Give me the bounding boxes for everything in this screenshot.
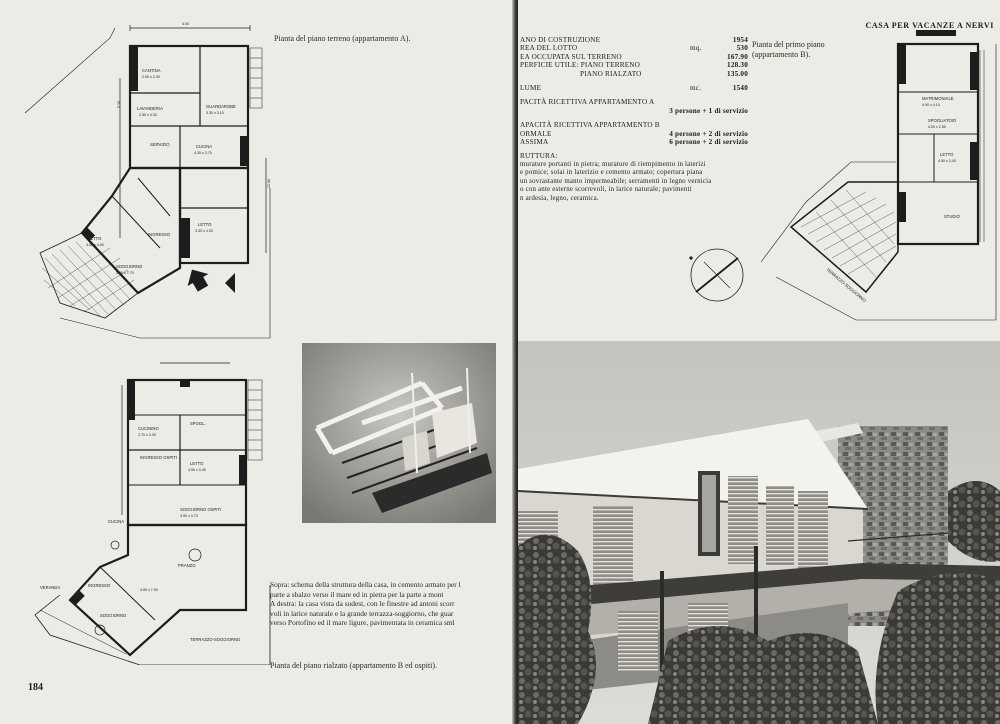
ground-room-dims: 3.30 x 3.10: [206, 111, 224, 115]
first-room-label: TERRAZZO-SOGGIORNO: [825, 266, 868, 304]
spec-value: 128.30: [727, 61, 748, 70]
first-floor-caption-line: (appartamento B).: [752, 50, 811, 59]
raised-room-label: SOGGIORNO: [100, 613, 127, 618]
capacity-label: PACITÀ RICETTIVA APPARTAMENTO A: [520, 98, 655, 107]
spec-label: EA OCCUPATA SUL TERRENO: [520, 52, 622, 61]
specifications-block: [520, 36, 748, 203]
compass-icon: [686, 244, 748, 306]
raised-floor-plan: [30, 355, 280, 665]
raised-room-label: LETTO: [190, 461, 204, 466]
spec-unit: mq.: [690, 44, 702, 53]
first-room-dims: 4.90 x 4.10: [922, 103, 940, 107]
raised-floor-caption: Pianta del piano rialzato (appartamento B ed ospiti).: [270, 661, 438, 670]
spec-row: [520, 53, 748, 61]
structure-line: un sovrastante manto impermeabile; serramenti in legno vernicia: [520, 177, 712, 185]
spec-label: ANO DI COSTRUZIONE: [520, 36, 601, 44]
capacity-label: APACITÀ RICETTIVA APPARTAMENTO B: [520, 121, 660, 130]
section-title: CASA PER VACANZE A NERVI: [865, 21, 994, 30]
ground-room-label: LETTO: [88, 236, 102, 241]
raised-room-label: VERANDA: [40, 585, 61, 590]
ground-floor-plan: [20, 18, 280, 343]
spec-unit: mc.: [690, 84, 702, 93]
first-room-dims: 4.00 x 2.50: [928, 125, 946, 129]
first-room-label: MATRIMONIALE: [922, 96, 954, 101]
raised-room-label: CUCININO: [138, 426, 159, 431]
model-caption-line: voli in larice naturale e la grande terrazza-soggiorno, che guar: [270, 608, 454, 618]
spec-label: REA DEL LOTTO: [520, 44, 578, 53]
ground-room-dims: 2.90 x 2.30: [142, 75, 160, 79]
model-caption-line: Sopra: schema della struttura della casa, in cemento armato per l: [270, 580, 461, 589]
ground-room-dims: 5.60 x 7.70: [116, 271, 134, 275]
model-caption-line: parte a sbalzo verso il mare ed in pietra per la parte a mont: [270, 589, 444, 599]
ground-room-dims: 3.30 x 4.30: [195, 229, 213, 233]
spec-unit: [690, 36, 716, 44]
capacity-row: [520, 130, 748, 138]
spec-row: [520, 44, 748, 52]
spec-label: PIANO RIALZATO: [580, 69, 642, 78]
spec-unit: [690, 61, 716, 69]
raised-room-label: CUCINA: [108, 519, 125, 524]
raised-room-dims: 4.90 x 3.40: [188, 468, 206, 472]
spec-value: 1540: [732, 84, 748, 93]
structure-line: e pomice; solai in laterizio e cemento armato; copertura piana: [520, 169, 703, 177]
structure-line: n ardesia, legno, ceramica.: [520, 194, 599, 202]
first-room-label: SPOGLIATOIO: [928, 118, 957, 123]
raised-room-label: SOGGIORNO OSPITI: [180, 507, 222, 512]
spec-value: 1954: [732, 36, 748, 44]
ground-room-label: SERVIZIO: [150, 142, 170, 147]
first-floor-plan: [756, 22, 1000, 322]
model-caption: [270, 580, 510, 628]
first-floor-caption-line: Pianta del primo piano: [752, 40, 825, 49]
structure-model-photo: [302, 343, 496, 523]
ground-dim-label: 5.30: [117, 101, 121, 108]
capacity-label: ASSIMA: [520, 138, 549, 147]
first-room-dims: 4.50 x 3.40: [938, 159, 956, 163]
capacity-value: 4 persone + 2 di servizio: [669, 129, 748, 138]
ground-room-label: CUCINA: [196, 144, 213, 149]
raised-room-label: PRANZO: [178, 563, 196, 568]
spec-unit: [690, 70, 716, 78]
raised-room-label: INGRESSO: [88, 583, 111, 588]
capacity-row: [520, 121, 748, 129]
capacity-value: 6 persone + 2 di servizio: [669, 138, 748, 147]
ground-room-label: INGRESSO: [148, 232, 171, 237]
raised-room-dims: 2.70 x 3.30: [138, 433, 156, 437]
right-page: [518, 0, 1000, 724]
spec-unit: [690, 53, 716, 61]
entrance-arrow-icon: [182, 264, 214, 295]
spec-value: 167.90: [727, 52, 748, 61]
raised-room-label: INGRESSO OSPITI: [140, 455, 177, 460]
raised-room-label: TERRAZZO-SOGGIORNO: [190, 637, 241, 642]
capacity-value: 3 persone + 1 di servizio: [669, 106, 748, 115]
ground-floor-caption: Pianta del piano terreno (appartamento A).: [274, 34, 411, 43]
spec-row: [520, 70, 748, 78]
ground-dim-label: 4.00: [182, 22, 189, 26]
model-caption-line: verso Portofino ed il mare ligure, pavimentata in ceramica sml: [270, 618, 455, 627]
ground-room-dims: 4.30 x 3.70: [194, 151, 212, 155]
page-number: 184: [28, 682, 43, 693]
raised-room-dims: 4.50 x 7.90: [140, 588, 158, 592]
first-room-label: LETTO: [940, 152, 954, 157]
ground-room-label: SOGGIORNO: [116, 264, 143, 269]
house-photo: [518, 341, 1000, 724]
structure-line: o con ante esterne scorrevoli, in larice naturale; pavimenti: [520, 186, 692, 194]
capacity-label: ORMALE: [520, 129, 552, 138]
first-room-label: STUDIO: [944, 214, 960, 219]
ground-room-label: CANTINA: [142, 68, 161, 73]
spec-value: 135.00: [727, 69, 748, 78]
spec-value: 530: [736, 44, 748, 53]
spec-label: PERFICIE UTILE: PIANO TERRENO: [520, 61, 641, 70]
ground-room-dims: 2.50 x 4.30: [139, 113, 157, 117]
ground-room-label: LAVANDERIA: [137, 106, 163, 111]
capacity-row: [520, 138, 748, 146]
ground-room-label: LETTO: [198, 222, 212, 227]
ground-dim-label: 22.00: [267, 179, 271, 188]
spec-row: [520, 36, 748, 44]
structure-text: [520, 161, 748, 203]
capacity-row: [520, 107, 748, 115]
model-caption-line: A destra: la casa vista da sudest, con le finestre ad antoni scorr: [270, 599, 455, 608]
spec-row: [520, 84, 748, 92]
structure-heading: RUTTURA:: [520, 152, 558, 161]
spec-row: [520, 61, 748, 69]
raised-room-label: SPOGL.: [190, 421, 206, 426]
spec-label: LUME: [520, 84, 542, 93]
ground-room-label: GUARDAROBE: [206, 104, 236, 109]
raised-room-dims: 4.90 x 3.70: [180, 514, 198, 518]
capacity-row: [520, 98, 748, 106]
structure-line: murature portanti in pietra; murature di riempimento in laterizi: [520, 160, 706, 168]
ground-room-dims: 4.00 x 4.90: [86, 243, 104, 247]
